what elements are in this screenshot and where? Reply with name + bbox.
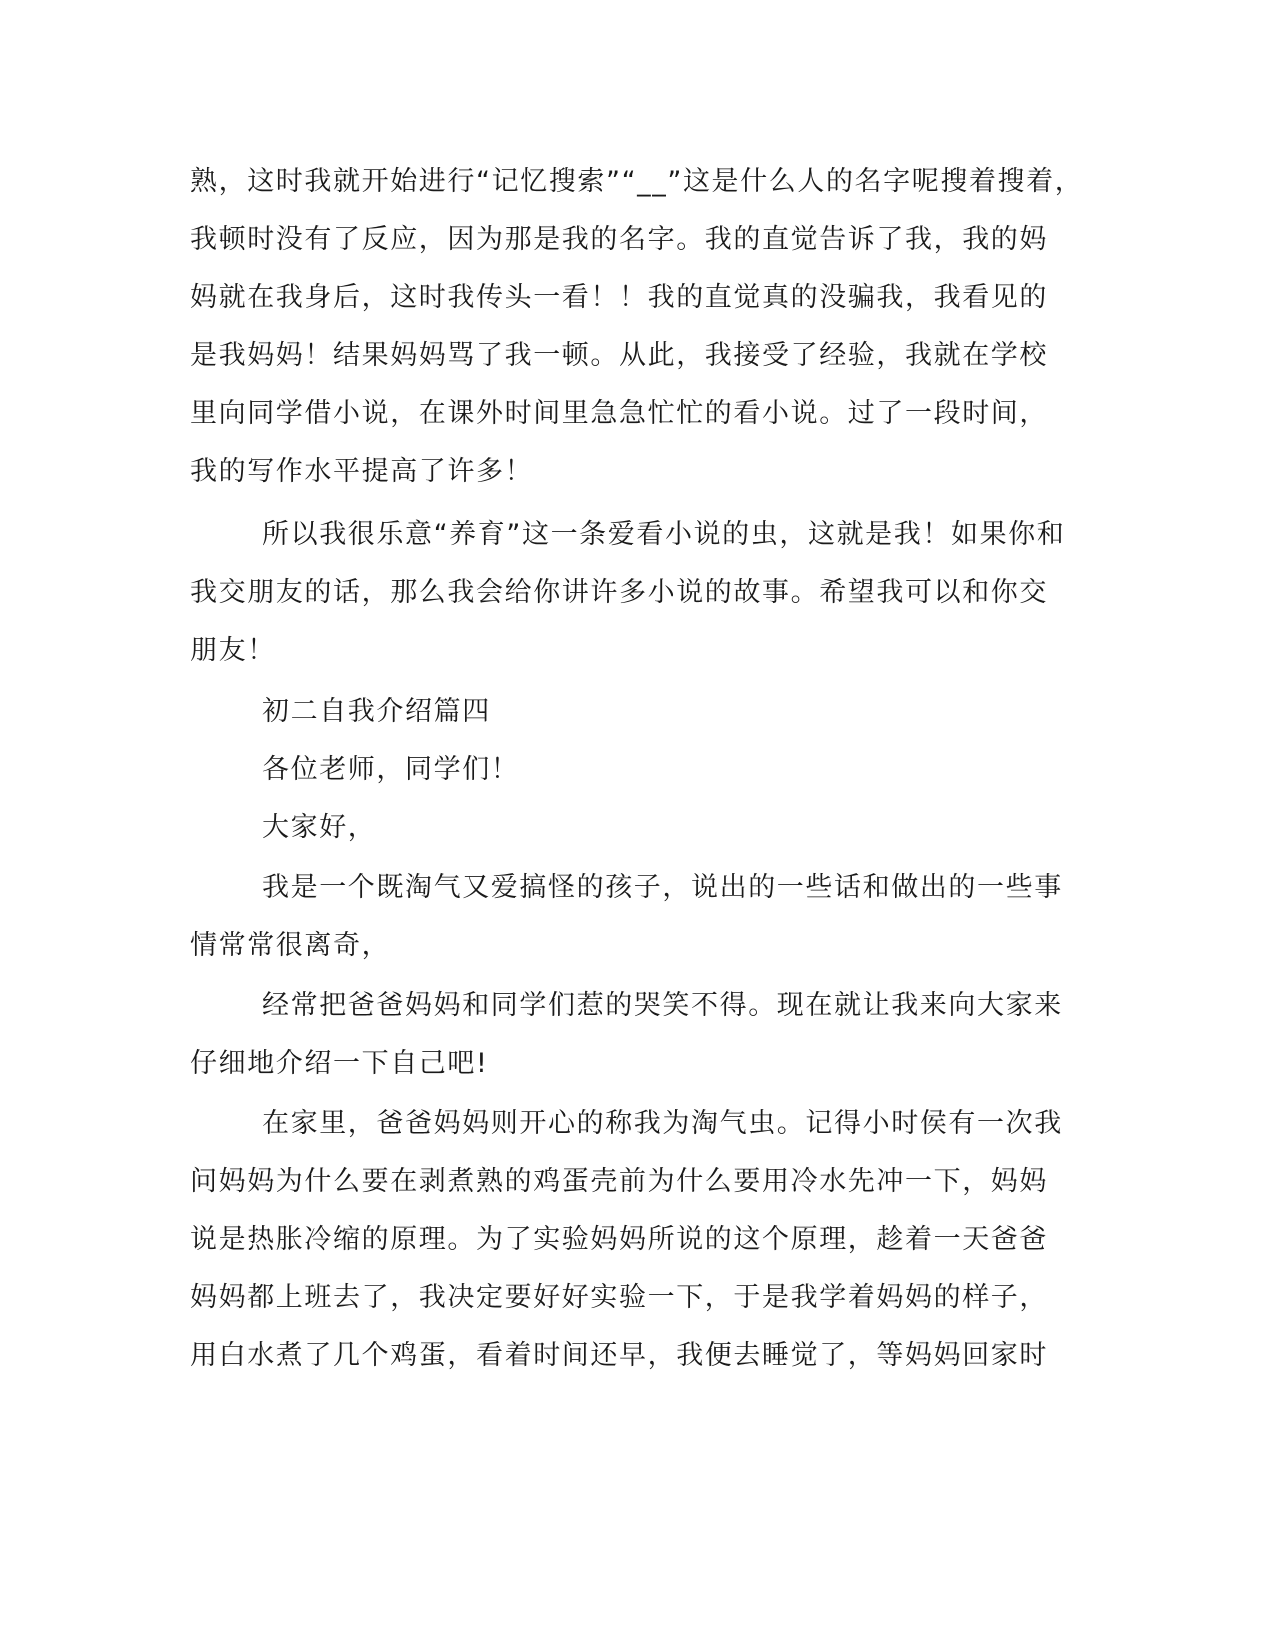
text-line: 用白水煮了几个鸡蛋，看着时间还早，我便去睡觉了，等妈妈回家时 (190, 1340, 1048, 1371)
section-heading: 初二自我介绍篇四 (262, 696, 491, 727)
text-line: 我顿时没有了反应，因为那是我的名字。我的直觉告诉了我，我的妈 (190, 224, 1048, 255)
text-line: 是我妈妈！结果妈妈骂了我一顿。从此，我接受了经验，我就在学校 (190, 340, 1048, 371)
text-line: 情常常很离奇， (190, 930, 391, 961)
text-line: 朋友！ (190, 635, 276, 666)
greeting: 大家好， (262, 812, 377, 843)
salutation: 各位老师，同学们！ (262, 754, 520, 785)
text-line: 熟，这时我就开始进行“记忆搜索”“__”这是什么人的名字呢搜着搜着， (190, 166, 1084, 197)
text-line: 里向同学借小说，在课外时间里急急忙忙的看小说。过了一段时间， (190, 398, 1048, 429)
paragraph-first-line: 我是一个既淘气又爱搞怪的孩子，说出的一些话和做出的一些事 (262, 872, 1063, 903)
text-line: 仔细地介绍一下自己吧! (190, 1048, 489, 1079)
text-line: 妈妈都上班去了，我决定要好好实验一下，于是我学着妈妈的样子， (190, 1282, 1048, 1313)
text-line: 我交朋友的话，那么我会给你讲许多小说的故事。希望我可以和你交 (190, 577, 1048, 608)
text-line: 问妈妈为什么要在剥煮熟的鸡蛋壳前为什么要用冷水先冲一下，妈妈 (190, 1166, 1048, 1197)
paragraph-first-line: 所以我很乐意“养育”这一条爱看小说的虫，这就是我！如果你和 (262, 519, 1066, 550)
text-line: 妈就在我身后，这时我传头一看！！我的直觉真的没骗我，我看见的 (190, 282, 1048, 313)
text-line: 说是热胀冷缩的原理。为了实验妈妈所说的这个原理，趁着一天爸爸 (190, 1224, 1048, 1255)
text-line: 我的写作水平提高了许多！ (190, 456, 534, 487)
paragraph-first-line: 在家里，爸爸妈妈则开心的称我为淘气虫。记得小时侯有一次我 (262, 1108, 1063, 1139)
paragraph-first-line: 经常把爸爸妈妈和同学们惹的哭笑不得。现在就让我来向大家来 (262, 990, 1063, 1021)
